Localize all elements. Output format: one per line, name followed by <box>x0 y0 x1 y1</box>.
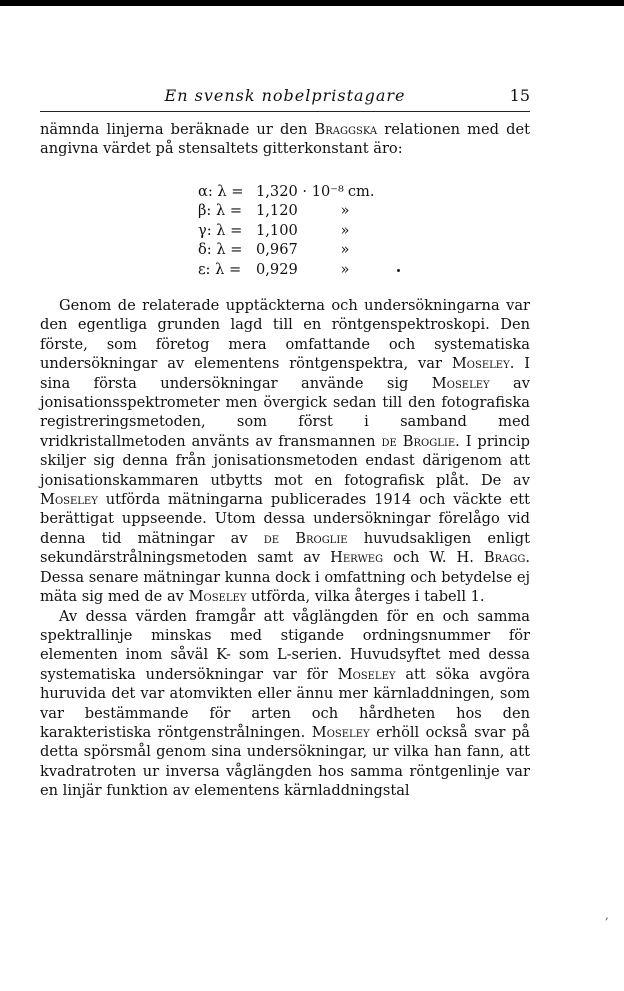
text-run: huvudsakligen enligt sekundärstrålningsmetoden samt av <box>40 529 530 567</box>
equation-ditto: » <box>340 221 350 239</box>
author-name-de-broglie: de Broglie <box>381 432 456 450</box>
author-name-moseley: Moseley <box>40 491 98 509</box>
margin-mark: , <box>605 908 609 922</box>
equation-unit: cm. <box>347 183 375 200</box>
equation-ditto: » <box>340 241 350 259</box>
author-name-moseley: Moseley <box>451 355 510 373</box>
wavelength-equations <box>198 182 374 279</box>
paragraph-moseley-intro <box>40 296 530 607</box>
author-name-braggska: Braggska <box>314 121 378 138</box>
intro-paragraph <box>40 120 530 159</box>
equation-value: 0,929 <box>256 260 298 278</box>
equation-symbol: ε: λ = <box>198 260 242 278</box>
author-name-moseley: Moseley <box>337 665 396 683</box>
equation-epsilon <box>198 260 374 279</box>
main-body <box>40 296 530 801</box>
author-name-herweg: Herweg <box>330 549 384 567</box>
equation-alpha <box>198 182 374 201</box>
text-run: Av dessa värden framgår att våglängden för en och samma spektrallinje minskas med stigande ordningsnummer för elementen inom såväl K- som L-serien. Huvudsyftet med dessa systematiska undersökningar var för <box>40 607 530 683</box>
text-run: nämnda linjerna beräknade ur den <box>40 121 315 138</box>
text-run: relationen med det angivna värdet på stensaltets gitterkonstant äro: <box>40 121 530 158</box>
paragraph-moseley-law <box>40 607 530 801</box>
equation-symbol: δ: λ = <box>198 241 243 259</box>
header-rule <box>40 111 530 112</box>
running-title: En svensk nobelpristagare <box>164 86 406 105</box>
text-run: utförda, vilka återges i tabell 1. <box>246 588 485 606</box>
equation-value: 0,967 <box>256 241 298 259</box>
text-run: utförda mätningarna publicerades 1914 och väckte ett berättigat uppseende. Utom dessa undersökningar förelågo vid denna tid mätningar av <box>40 491 530 547</box>
author-name-bragg: Bragg <box>483 549 526 567</box>
page-number: 15 <box>509 86 530 105</box>
text-run: . I princip skiljer sig denna från jonisationsmetoden endast därigenom att jonisationskammaren utbytts mot en fotografisk plåt. De av <box>40 432 531 489</box>
page-top-edge <box>0 0 624 6</box>
text-run: erhöll också svar på detta spörsmål genom sina undersökningar, ur vilka han fann, att kvadratroten ur inversa våglängden hos samma röntgenlinje var en linjär funktion av elementens kärnladdningstal <box>40 723 531 800</box>
author-name-de-broglie: de Broglie <box>263 529 348 547</box>
equation-beta <box>198 201 374 220</box>
print-speck <box>397 269 400 272</box>
equation-delta <box>198 240 374 259</box>
equation-value: 1,320 · 10⁻⁸ <box>256 183 344 200</box>
text-run: och W. H. <box>383 549 484 567</box>
text-run: att söka avgöra huruvida det var atomvikten eller ännu mer kärnladdningen, som var bestämmande för arten och hårdheten hos den karakteristiska röntgenstrålningen. <box>40 665 531 741</box>
text-run: Genom de relaterade upptäckterna och undersökningarna var den egentliga grunden lagd till en röntgenspektroskopi. Den förste, som företog mera omfattande och systematiska undersökningar av elementens röntgenspektra, var <box>40 297 530 373</box>
intro-text <box>40 120 530 159</box>
text-run: . I sina första undersökningar använde sig <box>40 355 530 392</box>
text-run: . Dessa senare mätningar kunna dock i omfattning och betydelse ej mäta sig med de av <box>40 549 530 606</box>
equation-ditto: » <box>340 260 350 278</box>
equation-symbol: γ: λ = <box>198 221 243 239</box>
equation-ditto: » <box>340 202 350 220</box>
author-name-moseley: Moseley <box>311 723 370 741</box>
equation-symbol: α: λ = <box>198 183 244 200</box>
author-name-moseley: Moseley <box>188 588 247 606</box>
equation-symbol: β: λ = <box>198 202 243 220</box>
author-name-moseley: Moseley <box>431 374 490 392</box>
text-run: av jonisationsspektrometer men övergick sedan till den fotografiska registreringsmetoden, som först i samband med vridkristallmetoden använts av fransmannen <box>40 374 530 450</box>
equation-gamma <box>198 221 374 240</box>
equation-value: 1,100 <box>256 221 298 239</box>
equation-value: 1,120 <box>256 202 298 220</box>
running-header <box>40 86 530 108</box>
